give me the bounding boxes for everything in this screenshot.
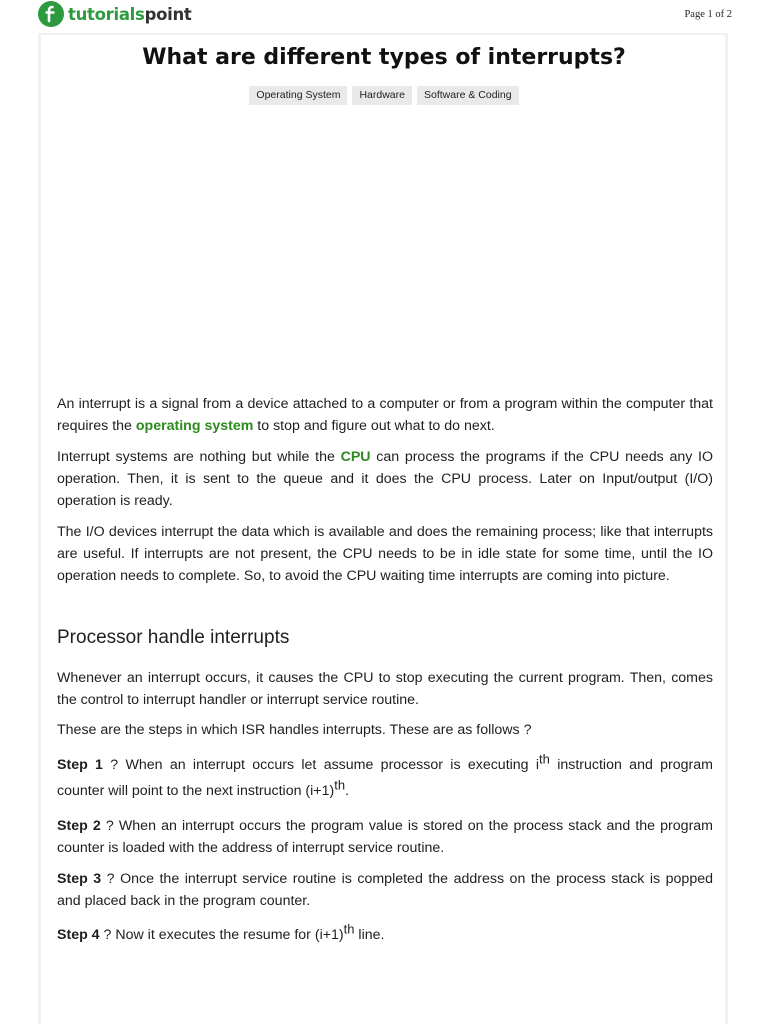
top-bar bbox=[0, 0, 768, 30]
step-4-paragraph: Step 4 ? Now it executes the resume for $(i+1)^{th}$ line. bbox=[57, 921, 385, 943]
cpu-link[interactable]: CPU bbox=[340, 449, 371, 465]
section-heading: Processor handle interrupts bbox=[57, 627, 290, 648]
tag-hardware[interactable]: Hardware bbox=[352, 86, 412, 105]
isr-steps-intro: These are the steps in which ISR handles interrupts. These are as follows ? bbox=[57, 722, 532, 738]
step-4-label: Step 4 bbox=[57, 927, 100, 943]
step-3-paragraph: Step 3 ? Once the interrupt service routine is completed the address on the process stack is popped and placed back in the program counter. bbox=[57, 871, 713, 909]
interrupt-systems-paragraph: Interrupt systems are nothing but while the CPU can process the programs if the CPU needs any IO operation. Then, it is sent to the queue and it does the CPU process. Later on Input/output (I/O) operation is ready. bbox=[57, 449, 713, 509]
tag-software-coding[interactable]: Software & Coding bbox=[417, 86, 519, 105]
interrupt-occurs-paragraph: Whenever an interrupt occurs, it causes the CPU to stop executing the current program. Then, comes the control to interrupt handler or interrupt service routine. bbox=[57, 670, 713, 708]
tag-operating-system[interactable]: Operating System bbox=[249, 86, 347, 105]
tutorialspoint-logo[interactable] bbox=[38, 1, 192, 27]
brand-name bbox=[68, 5, 192, 24]
io-devices-paragraph: The I/O devices interrupt the data which is available and does the remaining process; like that interrupts are useful. If interrupts are not present, the CPU needs to be in idle state for some time, until the IO operation needs to complete. So, to avoid the CPU waiting time interrupts are coming into picture. bbox=[57, 524, 713, 584]
operating-system-link[interactable]: operating system bbox=[135, 418, 254, 434]
step-1-label: Step 1 bbox=[57, 757, 103, 773]
brand-name-part1: tutorials bbox=[68, 4, 145, 24]
logo-mark-icon bbox=[38, 1, 64, 27]
step-3-label: Step 3 bbox=[57, 871, 102, 887]
page-indicator: Page 1 of 2 bbox=[684, 9, 732, 20]
tag-list bbox=[0, 86, 768, 105]
article-title: What are different types of interrupts? bbox=[142, 45, 626, 70]
step-1-paragraph: Step 1 ? When an interrupt occurs let assume processor is executing $i^{th}$ instruction and program counter will point to the next instruction $(i+1)^{th}$. bbox=[57, 751, 713, 799]
step-2-label: Step 2 bbox=[57, 818, 101, 834]
brand-name-part2: point bbox=[144, 4, 192, 24]
step-2-paragraph: Step 2 ? When an interrupt occurs the program value is stored on the process stack and the program counter is loaded with the address of interrupt service routine. bbox=[57, 818, 713, 856]
intro-paragraph: An interrupt is a signal from a device attached to a computer or from a program within the computer that requires the operating system to stop and figure out what to do next. bbox=[57, 396, 713, 434]
